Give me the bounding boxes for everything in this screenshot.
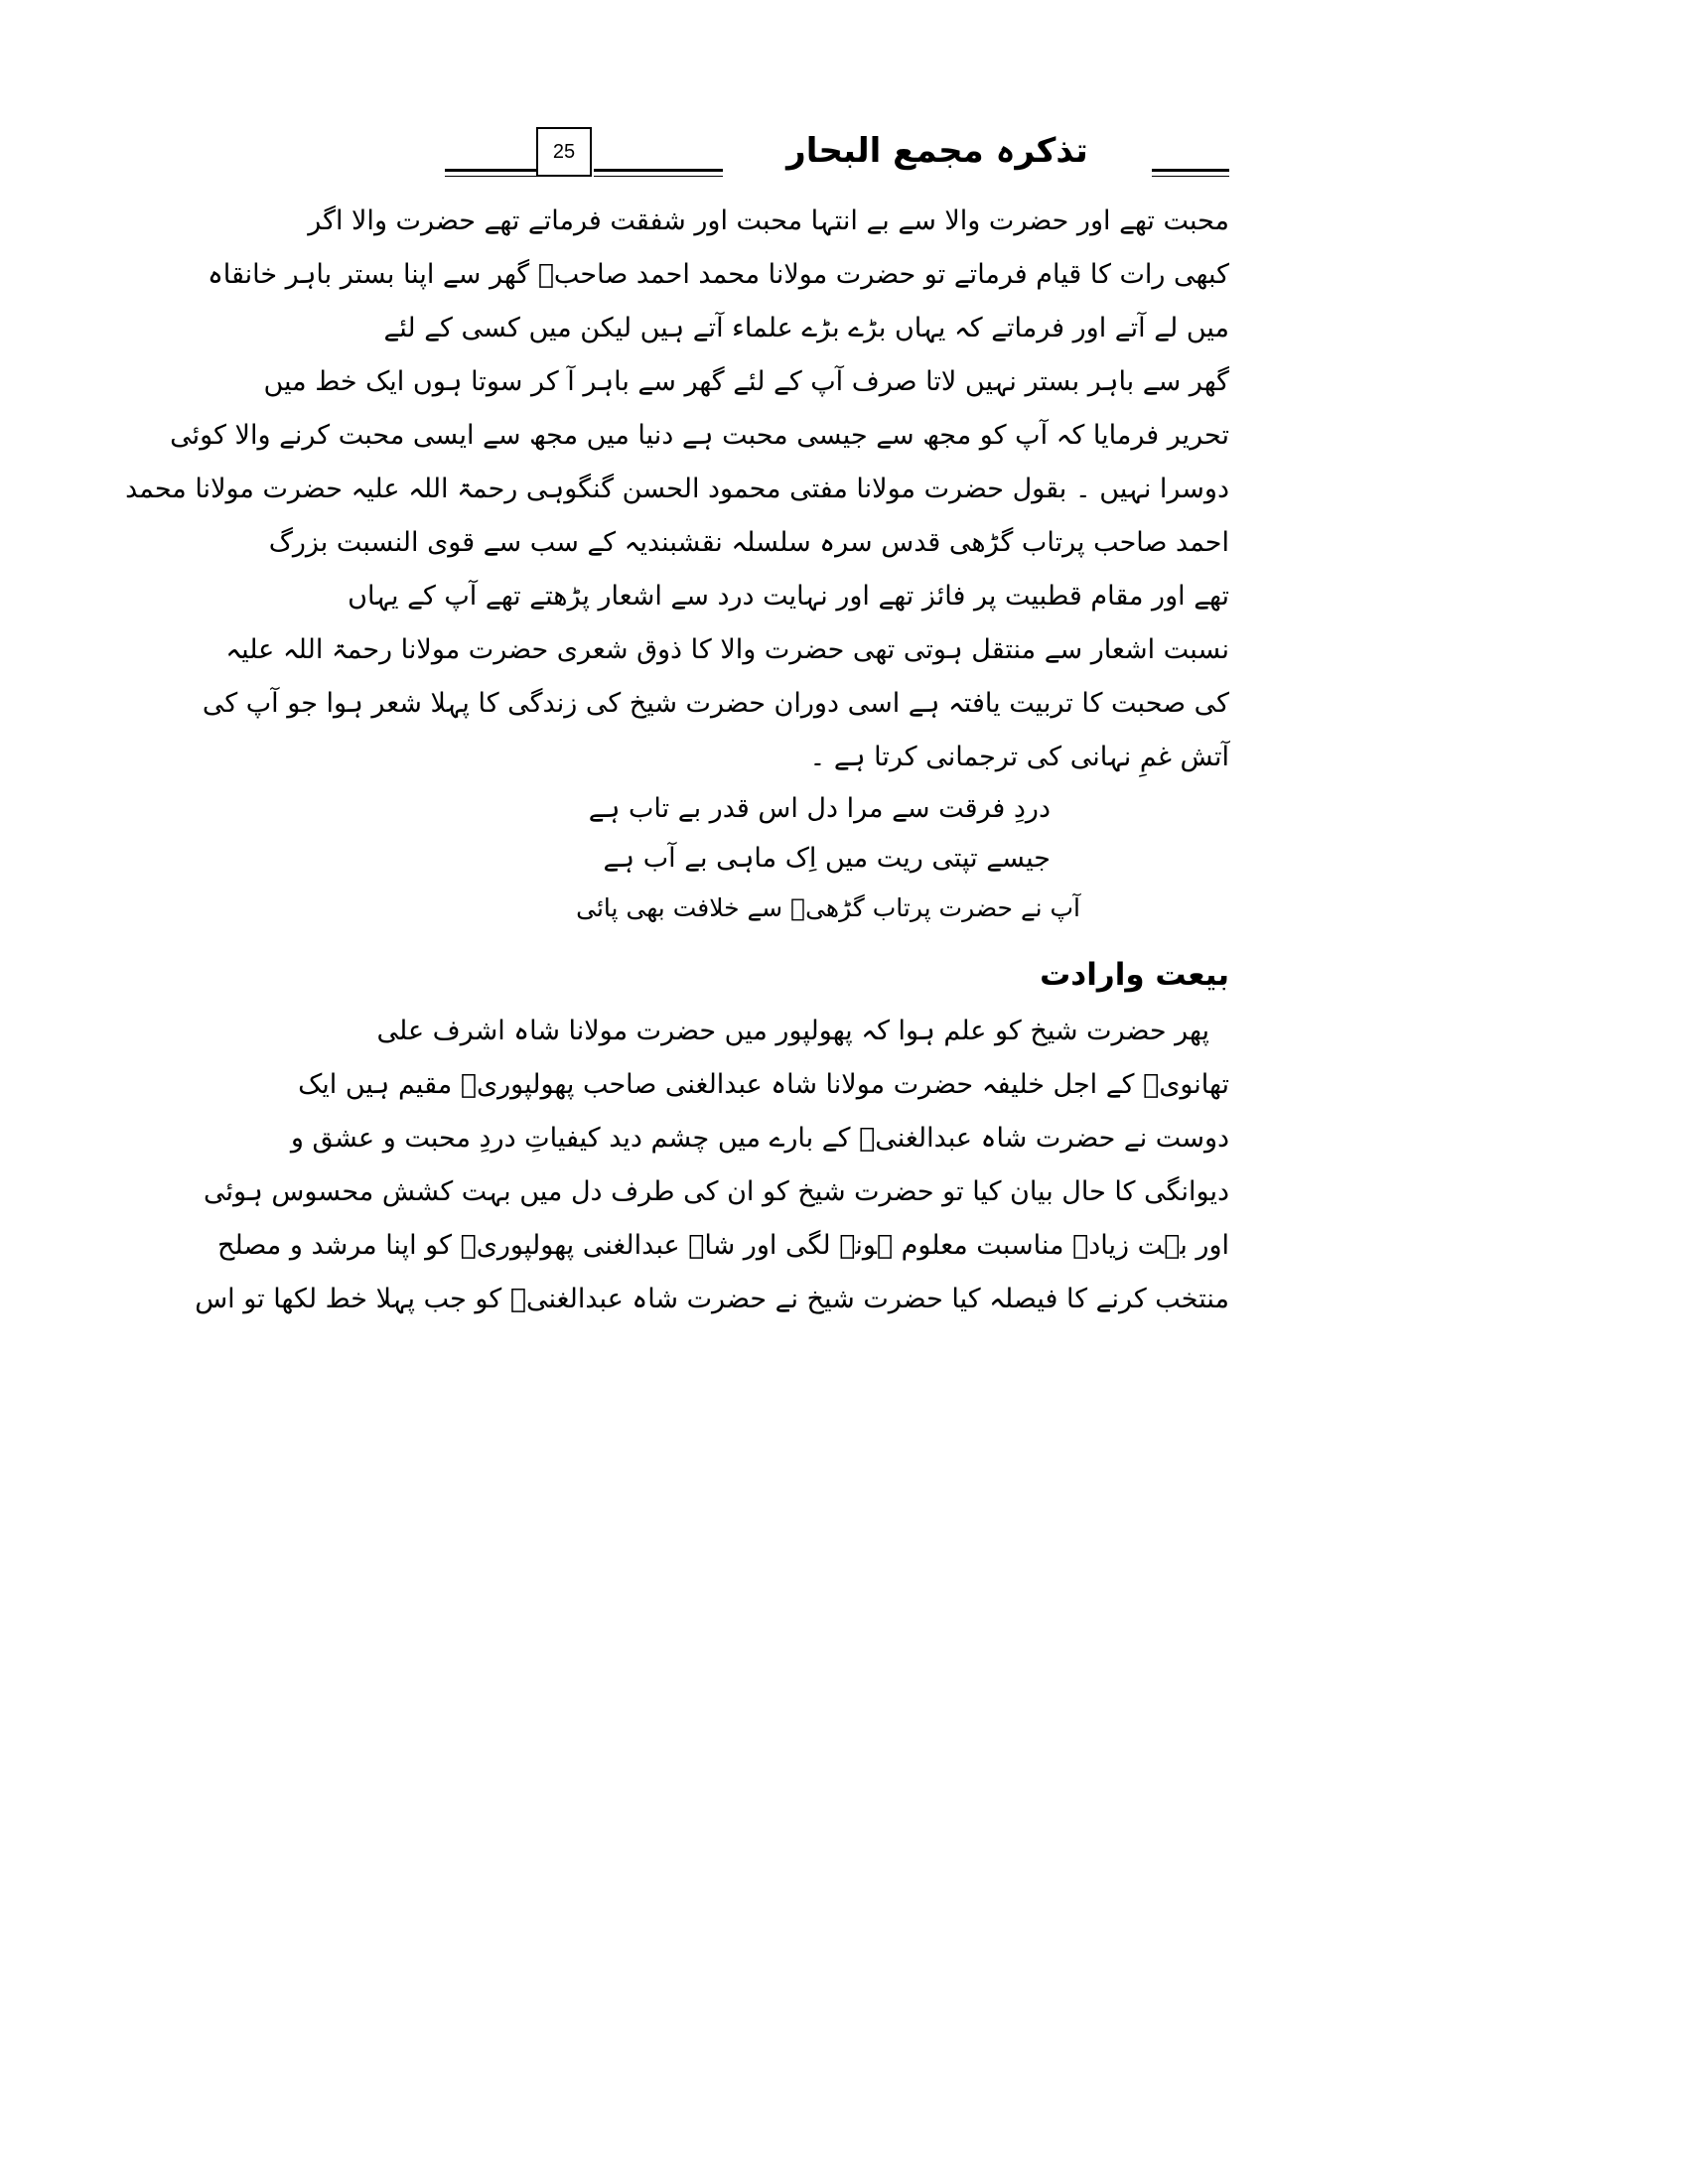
- header-rule-middle: [594, 169, 723, 177]
- paragraph-1: [125, 195, 1229, 784]
- paragraph-line: احمد صاحب پرتاب گڑھی قدس سرہ سلسلہ نقشبندیہ کے سب سے قوی النسبت بزرگ: [268, 527, 1229, 558]
- page-body: [125, 195, 1229, 1326]
- paragraph-line: دوست نے حضرت شاہ عبدالغنیؒ کے بارے میں چشم دید کیفیاتِ دردِ محبت و عشق و: [290, 1123, 1229, 1154]
- paragraph-line: دیوانگی کا حال بیان کیا تو حضرت شیخ کو ان کی طرف دل میں بہت کشش محسوس ہوئی: [203, 1176, 1229, 1207]
- paragraph-line: دوسرا نہیں ۔ بقول حضرت مولانا مفتی محمود الحسن گنگوہی رحمۃ اللہ علیہ حضرت مولانا محمد: [125, 474, 1229, 504]
- verse-note: آپ نے حضرت پرتاب گڑھیؒ سے خلافت بھی پائی: [576, 893, 1080, 922]
- paragraph-line: پھر حضرت شیخ کو علم ہوا کہ پھولپور میں حضرت مولانا شاہ اشرف علی: [376, 1016, 1209, 1046]
- verse-block: [445, 784, 1229, 933]
- header-rule-right: [1152, 169, 1229, 177]
- page-number: 25: [536, 127, 592, 177]
- paragraph-line: گھر سے باہر بستر نہیں لاتا صرف آپ کے لئے گھر سے باہر آ کر سوتا ہوں ایک خط میں: [263, 366, 1229, 397]
- paragraph-line: کی صحبت کا تربیت یافتہ ہے اسی دوران حضرت شیخ کی زندگی کا پہلا شعر ہوا جو آپ کی: [202, 688, 1229, 719]
- paragraph-line: تھانویؒ کے اجل خلیفہ حضرت مولانا شاہ عبدالغنی صاحب پھولپوریؒ مقیم ہیں ایک: [298, 1069, 1229, 1100]
- paragraph-line: آتش غمِ نہانی کی ترجمانی کرتا ہے ۔: [809, 742, 1229, 772]
- paragraph-line: محبت تھے اور حضرت والا سے بے انتہا محبت اور شفقت فرماتے تھے حضرت والا اگر: [308, 205, 1229, 236]
- paragraph-line: منتخب کرنے کا فیصلہ کیا حضرت شیخ نے حضرت شاہ عبدالغنیؒ کو جب پہلا خط لکھا تو اس: [195, 1284, 1229, 1314]
- book-title: تذکرہ مجمع البحار: [786, 131, 1088, 171]
- paragraph-line: میں لے آتے اور فرماتے کہ یہاں بڑے بڑے علماء آتے ہیں لیکن میں کسی کے لئے: [383, 313, 1229, 343]
- paragraph-line: کبھی رات کا قیام فرماتے تو حضرت مولانا محمد احمد صاحبؒ گھر سے اپنا بستر باہر خانقاہ: [207, 259, 1229, 290]
- verse-line-2: جیسے تپتی ریت میں اِک ماہی بے آب ہے: [603, 843, 1051, 874]
- page-header: [445, 127, 1229, 199]
- paragraph-line: نسبت اشعار سے منتقل ہوتی تھی حضرت والا کا ذوق شعری حضرت مولانا رحمۃ اللہ علیہ: [225, 634, 1229, 665]
- paragraph-line: تحریر فرمایا کہ آپ کو مجھ سے جیسی محبت ہے دنیا میں مجھ سے ایسی محبت کرنے والا کوئی: [170, 420, 1229, 451]
- paragraph-line: اور بہت زیادہ مناسبت معلوم ہونے لگی اور شاہ عبدالغنی پھولپوریؒ کو اپنا مرشد و مصلح: [217, 1230, 1229, 1261]
- paragraph-2: [195, 1005, 1229, 1326]
- paragraph-line: تھے اور مقام قطبیت پر فائز تھے اور نہایت درد سے اشعار پڑھتے تھے آپ کے یہاں: [348, 581, 1229, 612]
- verse-line-1: دردِ فرقت سے مرا دل اس قدر بے تاب ہے: [588, 793, 1051, 824]
- section-heading: بیعت وارادت: [1040, 957, 1229, 993]
- header-rule-left: [445, 169, 536, 177]
